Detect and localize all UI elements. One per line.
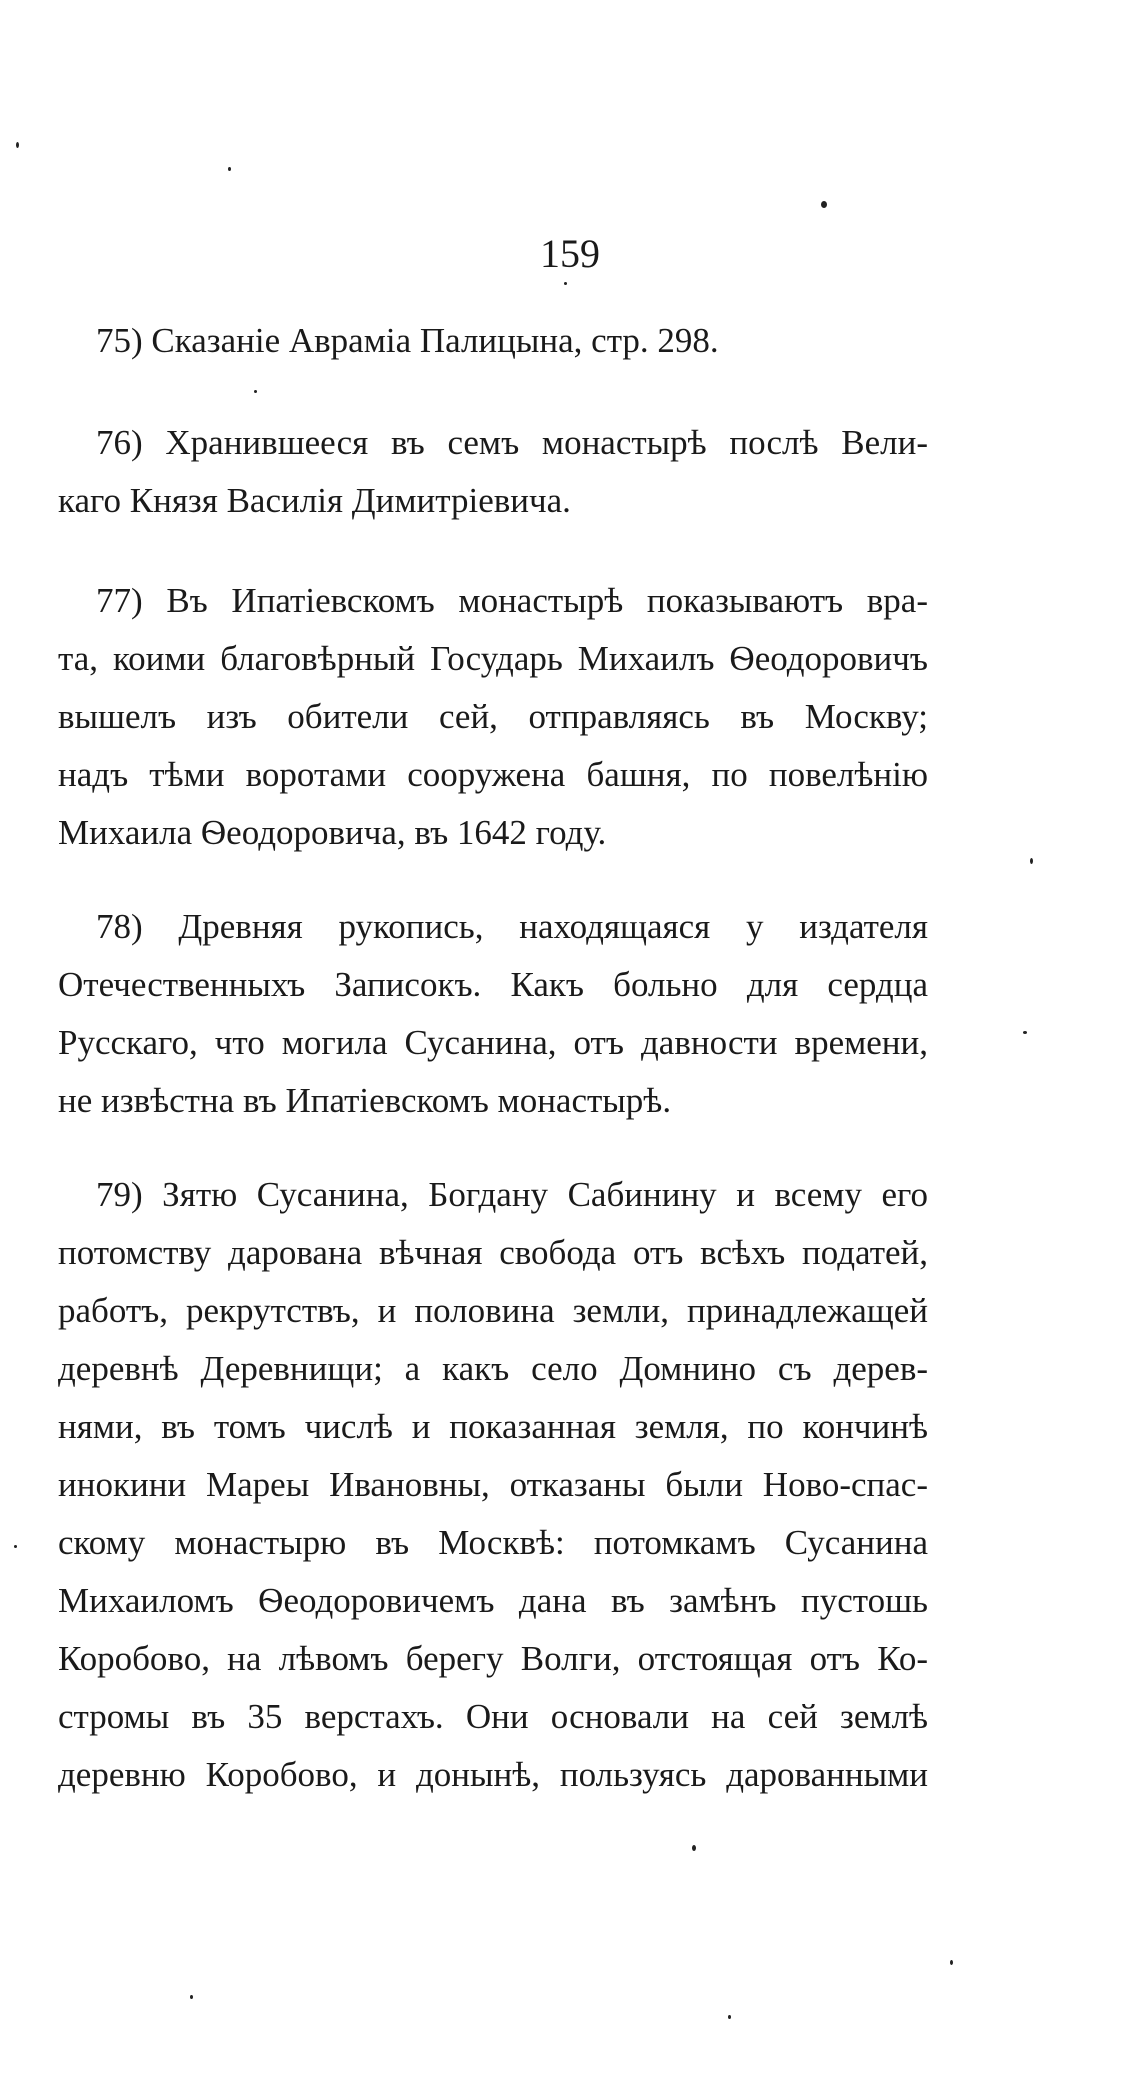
scan-speck (254, 390, 257, 393)
footnote-line: 79) Зятю Сусанина, Богдану Сабинину и всему его (96, 1175, 928, 1214)
footnote-77 (58, 572, 928, 862)
scan-speck (692, 1845, 696, 1851)
footnote-75 (58, 312, 928, 370)
scan-speck (950, 1960, 953, 1965)
footnote-line: Отечественныхъ Записокъ. Какъ больно для сердца (58, 965, 928, 1004)
footnote-line: та, коими благовѣрный Государь Михаилъ Ѳеодоровичъ (58, 639, 928, 678)
scan-speck (821, 201, 827, 208)
page-number: 159 (540, 231, 600, 276)
scan-speck (16, 142, 19, 148)
footnote-79 (58, 1166, 928, 1804)
scan-speck (728, 2015, 731, 2019)
footnote-line: инокини Мареы Ивановны, отказаны были Ново-спас- (58, 1465, 928, 1504)
footnote-line: каго Князя Василія Димитріевича. (58, 481, 571, 520)
footnote-line: Русскаго, что могила Сусанина, отъ давности времени, (58, 1023, 928, 1062)
footnote-line: Михаиломъ Ѳеодоровичемъ дана въ замѣнъ пустошь (58, 1581, 928, 1620)
footnote-line: деревнѣ Деревнищи; а какъ село Домнино съ дерев- (58, 1349, 928, 1388)
footnote-line: нями, въ томъ числѣ и показанная земля, по кончинѣ (58, 1407, 928, 1446)
footnote-line: 76) Хранившееся въ семъ монастырѣ послѣ Вели- (96, 423, 928, 462)
footnote-line: скому монастырю въ Москвѣ: потомкамъ Сусанина (58, 1523, 928, 1562)
footnote-line: 77) Въ Ипатіевскомъ монастырѣ показываютъ вра- (96, 581, 928, 620)
footnote-line: надъ тѣми воротами сооружена башня, по повелѣнію (58, 755, 928, 794)
footnote-line: 78) Древняя рукопись, находящаяся у издателя (96, 907, 928, 946)
footnote-line: вышелъ изъ обители сей, отправляясь въ Москву; (58, 697, 928, 736)
scan-speck (190, 1995, 193, 1999)
footnote-76 (58, 414, 928, 530)
scan-speck (14, 1545, 17, 1548)
scan-speck (1030, 858, 1033, 864)
scan-speck (228, 167, 231, 171)
scan-speck (1023, 1031, 1027, 1034)
footnote-line: потомству дарована вѣчная свобода отъ всѣхъ податей, (58, 1233, 928, 1272)
footnote-line: деревню Коробово, и донынѣ, пользуясь дарованными (58, 1755, 928, 1794)
footnote-line: работъ, рекрутствъ, и половина земли, принадлежащей (58, 1291, 928, 1330)
footnote-78 (58, 898, 928, 1130)
footnote-line: 75) Сказаніе Авраміа Палицына, стр. 298. (96, 321, 719, 360)
footnote-line: Михаила Ѳеодоровича, въ 1642 году. (58, 813, 607, 852)
scan-speck (564, 282, 567, 285)
footnote-line: не извѣстна въ Ипатіевскомъ монастырѣ. (58, 1081, 672, 1120)
footnote-line: Коробово, на лѣвомъ берегу Волги, отстоящая отъ Ко- (58, 1639, 928, 1678)
footnote-line: стромы въ 35 верстахъ. Они основали на сей землѣ (58, 1697, 928, 1736)
